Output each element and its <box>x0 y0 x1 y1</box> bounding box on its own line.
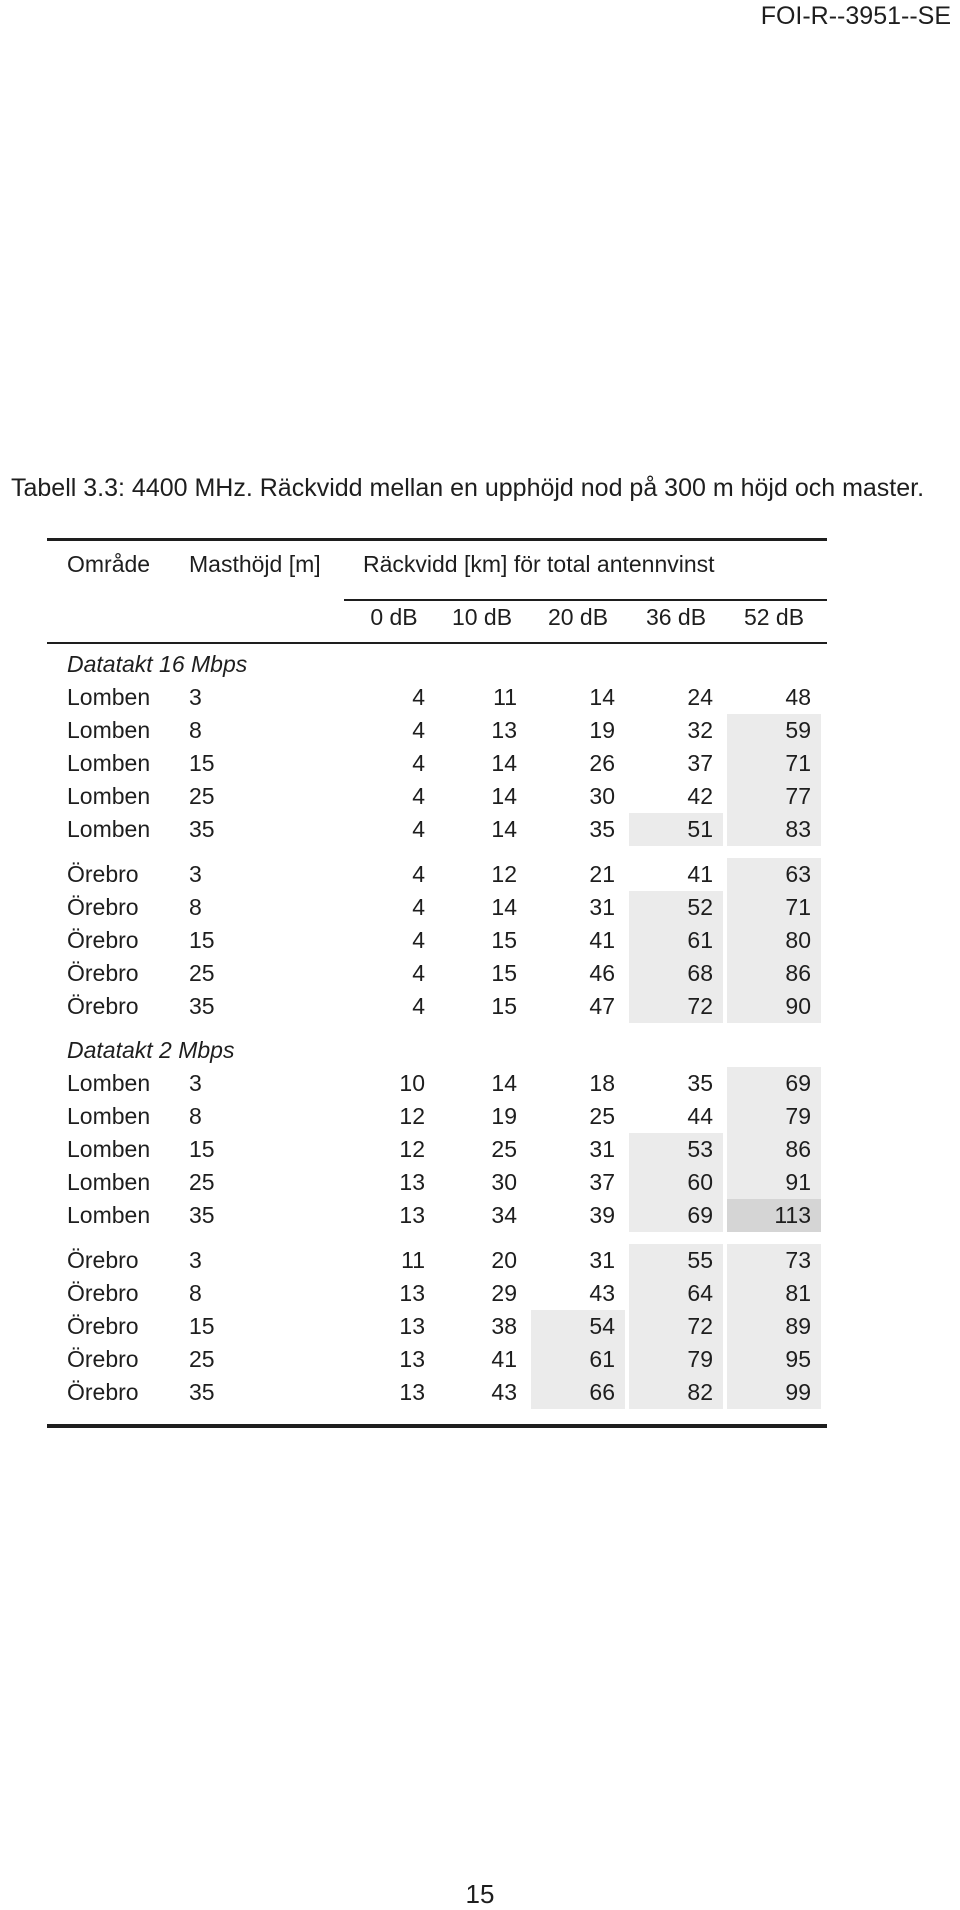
cell-area: Örebro <box>67 894 139 920</box>
header-gain-0db: 0 dB <box>370 604 418 630</box>
cell-range-value: 30 <box>589 783 615 809</box>
cell-range-value: 46 <box>589 960 615 986</box>
cell-area: Örebro <box>67 1247 139 1273</box>
cell-area: Lomben <box>67 783 151 809</box>
cell-range-value: 13 <box>399 1280 425 1306</box>
cell-range-value: 14 <box>491 783 517 809</box>
cell-area: Lomben <box>67 684 151 710</box>
cell-range-value: 44 <box>687 1103 713 1129</box>
cell-range-value: 13 <box>491 717 517 743</box>
cell-range-value: 14 <box>491 894 517 920</box>
cell-range-value: 26 <box>589 750 615 776</box>
cell-mast-height: 3 <box>189 1070 202 1096</box>
cell-mast-height: 15 <box>189 750 215 776</box>
cell-range-value: 4 <box>412 993 425 1019</box>
cell-range-value: 72 <box>629 990 723 1023</box>
cell-range-value: 35 <box>589 816 615 842</box>
cell-range-value: 113 <box>727 1199 821 1232</box>
table-top-rule <box>47 538 827 541</box>
cell-range-value: 43 <box>589 1280 615 1306</box>
cell-range-value: 18 <box>589 1070 615 1096</box>
cell-range-value: 43 <box>491 1379 517 1405</box>
cell-range-value: 13 <box>399 1313 425 1339</box>
cell-mast-height: 25 <box>189 960 215 986</box>
header-range-group: Räckvidd [km] för total antennvinst <box>363 551 715 577</box>
cell-range-value: 77 <box>727 780 821 813</box>
table-bottom-rule <box>47 1424 827 1428</box>
cell-mast-height: 3 <box>189 1247 202 1273</box>
table-row <box>47 1199 827 1232</box>
cell-range-value: 54 <box>531 1310 625 1343</box>
cell-range-value: 60 <box>629 1166 723 1199</box>
cell-area: Lomben <box>67 750 151 776</box>
cell-range-value: 24 <box>687 684 713 710</box>
header-gain-20db: 20 dB <box>547 604 609 630</box>
cell-range-value: 99 <box>727 1376 821 1409</box>
cell-range-value: 61 <box>629 924 723 957</box>
cell-range-value: 12 <box>399 1136 425 1162</box>
cell-mast-height: 25 <box>189 1346 215 1372</box>
table-caption: Tabell 3.3: 4400 MHz. Räckvidd mellan en upphöjd nod på 300 m höjd och master. <box>11 474 925 502</box>
cell-range-value: 95 <box>727 1343 821 1376</box>
cell-range-value: 4 <box>412 750 425 776</box>
cell-range-value: 11 <box>401 1247 425 1273</box>
cell-range-value: 82 <box>629 1376 723 1409</box>
table-row <box>47 1376 827 1409</box>
cell-range-value: 63 <box>727 858 821 891</box>
cell-range-value: 41 <box>491 1346 517 1372</box>
cell-range-value: 55 <box>629 1244 723 1277</box>
cell-mast-height: 3 <box>189 861 202 887</box>
cell-range-value: 86 <box>727 1133 821 1166</box>
table-row <box>47 1277 827 1310</box>
header-gain-52db: 52 dB <box>743 604 805 630</box>
header-gain-36db: 36 dB <box>645 604 707 630</box>
cell-range-value: 10 <box>399 1070 425 1096</box>
cell-range-value: 19 <box>589 717 615 743</box>
cell-range-value: 81 <box>727 1277 821 1310</box>
cell-range-value: 53 <box>629 1133 723 1166</box>
section-label: Datatakt 2 Mbps <box>67 1037 235 1063</box>
cell-mast-height: 8 <box>189 1280 202 1306</box>
cell-range-value: 4 <box>412 894 425 920</box>
table-row <box>47 891 827 924</box>
cell-range-value: 29 <box>491 1280 517 1306</box>
table-row <box>47 990 827 1023</box>
cell-area: Lomben <box>67 1136 151 1162</box>
header-mast-height: Masthöjd [m] <box>189 551 321 577</box>
table-row <box>47 957 827 990</box>
cell-area: Lomben <box>67 1103 151 1129</box>
cell-mast-height: 15 <box>189 1313 215 1339</box>
cell-range-value: 13 <box>399 1346 425 1372</box>
cell-range-value: 13 <box>399 1169 425 1195</box>
cell-range-value: 79 <box>727 1100 821 1133</box>
cell-range-value: 90 <box>727 990 821 1023</box>
page-number: 15 <box>465 1879 495 1909</box>
cell-mast-height: 8 <box>189 1103 202 1129</box>
cell-range-value: 13 <box>399 1379 425 1405</box>
cell-area: Lomben <box>67 1169 151 1195</box>
section-label: Datatakt 16 Mbps <box>67 651 248 677</box>
cell-range-value: 52 <box>629 891 723 924</box>
cell-mast-height: 15 <box>189 1136 215 1162</box>
cell-range-value: 14 <box>491 816 517 842</box>
cell-range-value: 12 <box>399 1103 425 1129</box>
cell-range-value: 72 <box>629 1310 723 1343</box>
cell-range-value: 15 <box>491 927 517 953</box>
cell-range-value: 4 <box>412 960 425 986</box>
cell-range-value: 59 <box>727 714 821 747</box>
cell-range-value: 15 <box>491 960 517 986</box>
cell-range-value: 20 <box>491 1247 517 1273</box>
cell-mast-height: 8 <box>189 717 202 743</box>
cell-mast-height: 35 <box>189 1202 215 1228</box>
cell-range-value: 19 <box>491 1103 517 1129</box>
cell-range-value: 13 <box>399 1202 425 1228</box>
cell-range-value: 64 <box>629 1277 723 1310</box>
table-header-rule <box>47 642 827 644</box>
cell-range-value: 14 <box>589 684 615 710</box>
cell-range-value: 91 <box>727 1166 821 1199</box>
cell-area: Lomben <box>67 1070 151 1096</box>
cell-range-value: 21 <box>589 861 615 887</box>
cell-range-value: 71 <box>727 747 821 780</box>
cell-range-value: 35 <box>687 1070 713 1096</box>
header-area: Område <box>67 551 151 577</box>
cell-area: Örebro <box>67 927 139 953</box>
cell-range-value: 48 <box>785 684 811 710</box>
cell-range-value: 37 <box>589 1169 615 1195</box>
table-row <box>47 1133 827 1166</box>
document-id: FOI-R--3951--SE <box>760 2 951 30</box>
table-row <box>47 714 827 747</box>
cell-range-value: 86 <box>727 957 821 990</box>
cell-range-value: 32 <box>687 717 713 743</box>
cell-range-value: 89 <box>727 1310 821 1343</box>
cell-area: Örebro <box>67 1280 139 1306</box>
cell-range-value: 4 <box>412 783 425 809</box>
cell-range-value: 4 <box>412 717 425 743</box>
table-row <box>47 1244 827 1277</box>
cell-mast-height: 35 <box>189 993 215 1019</box>
cell-range-value: 34 <box>491 1202 517 1228</box>
table-row <box>47 681 827 714</box>
cell-range-value: 4 <box>412 684 425 710</box>
cell-area: Örebro <box>67 1313 139 1339</box>
cell-area: Lomben <box>67 1202 151 1228</box>
cell-mast-height: 25 <box>189 1169 215 1195</box>
cell-range-value: 69 <box>629 1199 723 1232</box>
cell-range-value: 25 <box>491 1136 517 1162</box>
cell-range-value: 14 <box>491 1070 517 1096</box>
cell-range-value: 79 <box>629 1343 723 1376</box>
cell-range-value: 61 <box>531 1343 625 1376</box>
table-row <box>47 1310 827 1343</box>
cell-range-value: 51 <box>629 813 723 846</box>
table-row <box>47 1100 827 1133</box>
cell-mast-height: 8 <box>189 894 202 920</box>
cell-range-value: 80 <box>727 924 821 957</box>
cell-range-value: 15 <box>491 993 517 1019</box>
table-row <box>47 813 827 846</box>
cell-range-value: 41 <box>687 861 713 887</box>
cell-mast-height: 15 <box>189 927 215 953</box>
table-row <box>47 1343 827 1376</box>
table-row <box>47 924 827 957</box>
cell-area: Örebro <box>67 1346 139 1372</box>
cell-range-value: 68 <box>629 957 723 990</box>
cell-range-value: 31 <box>589 1247 615 1273</box>
cell-range-value: 39 <box>589 1202 615 1228</box>
cell-area: Lomben <box>67 717 151 743</box>
cell-range-value: 66 <box>531 1376 625 1409</box>
cell-range-value: 4 <box>412 861 425 887</box>
cell-mast-height: 3 <box>189 684 202 710</box>
cell-mast-height: 25 <box>189 783 215 809</box>
cell-range-value: 12 <box>491 861 517 887</box>
cell-range-value: 31 <box>589 894 615 920</box>
cell-range-value: 83 <box>727 813 821 846</box>
cell-range-value: 37 <box>687 750 713 776</box>
cell-area: Örebro <box>67 993 139 1019</box>
cell-range-value: 41 <box>589 927 615 953</box>
cell-range-value: 47 <box>589 993 615 1019</box>
cell-area: Örebro <box>67 861 139 887</box>
cell-area: Örebro <box>67 960 139 986</box>
cell-mast-height: 35 <box>189 816 215 842</box>
cell-area: Lomben <box>67 816 151 842</box>
cell-range-value: 4 <box>412 816 425 842</box>
cell-range-value: 69 <box>727 1067 821 1100</box>
header-gain-10db: 10 dB <box>451 604 513 630</box>
cell-mast-height: 35 <box>189 1379 215 1405</box>
table-row <box>47 1166 827 1199</box>
cell-range-value: 11 <box>493 684 517 710</box>
cell-range-value: 30 <box>491 1169 517 1195</box>
cell-area: Örebro <box>67 1379 139 1405</box>
cell-range-value: 25 <box>589 1103 615 1129</box>
cell-range-value: 4 <box>412 927 425 953</box>
cell-range-value: 38 <box>491 1313 517 1339</box>
cell-range-value: 31 <box>589 1136 615 1162</box>
cell-range-value: 14 <box>491 750 517 776</box>
table-row <box>47 1067 827 1100</box>
table-row <box>47 858 827 891</box>
cell-range-value: 73 <box>727 1244 821 1277</box>
cell-range-value: 71 <box>727 891 821 924</box>
cell-range-value: 42 <box>687 783 713 809</box>
table-row <box>47 780 827 813</box>
table-row <box>47 747 827 780</box>
